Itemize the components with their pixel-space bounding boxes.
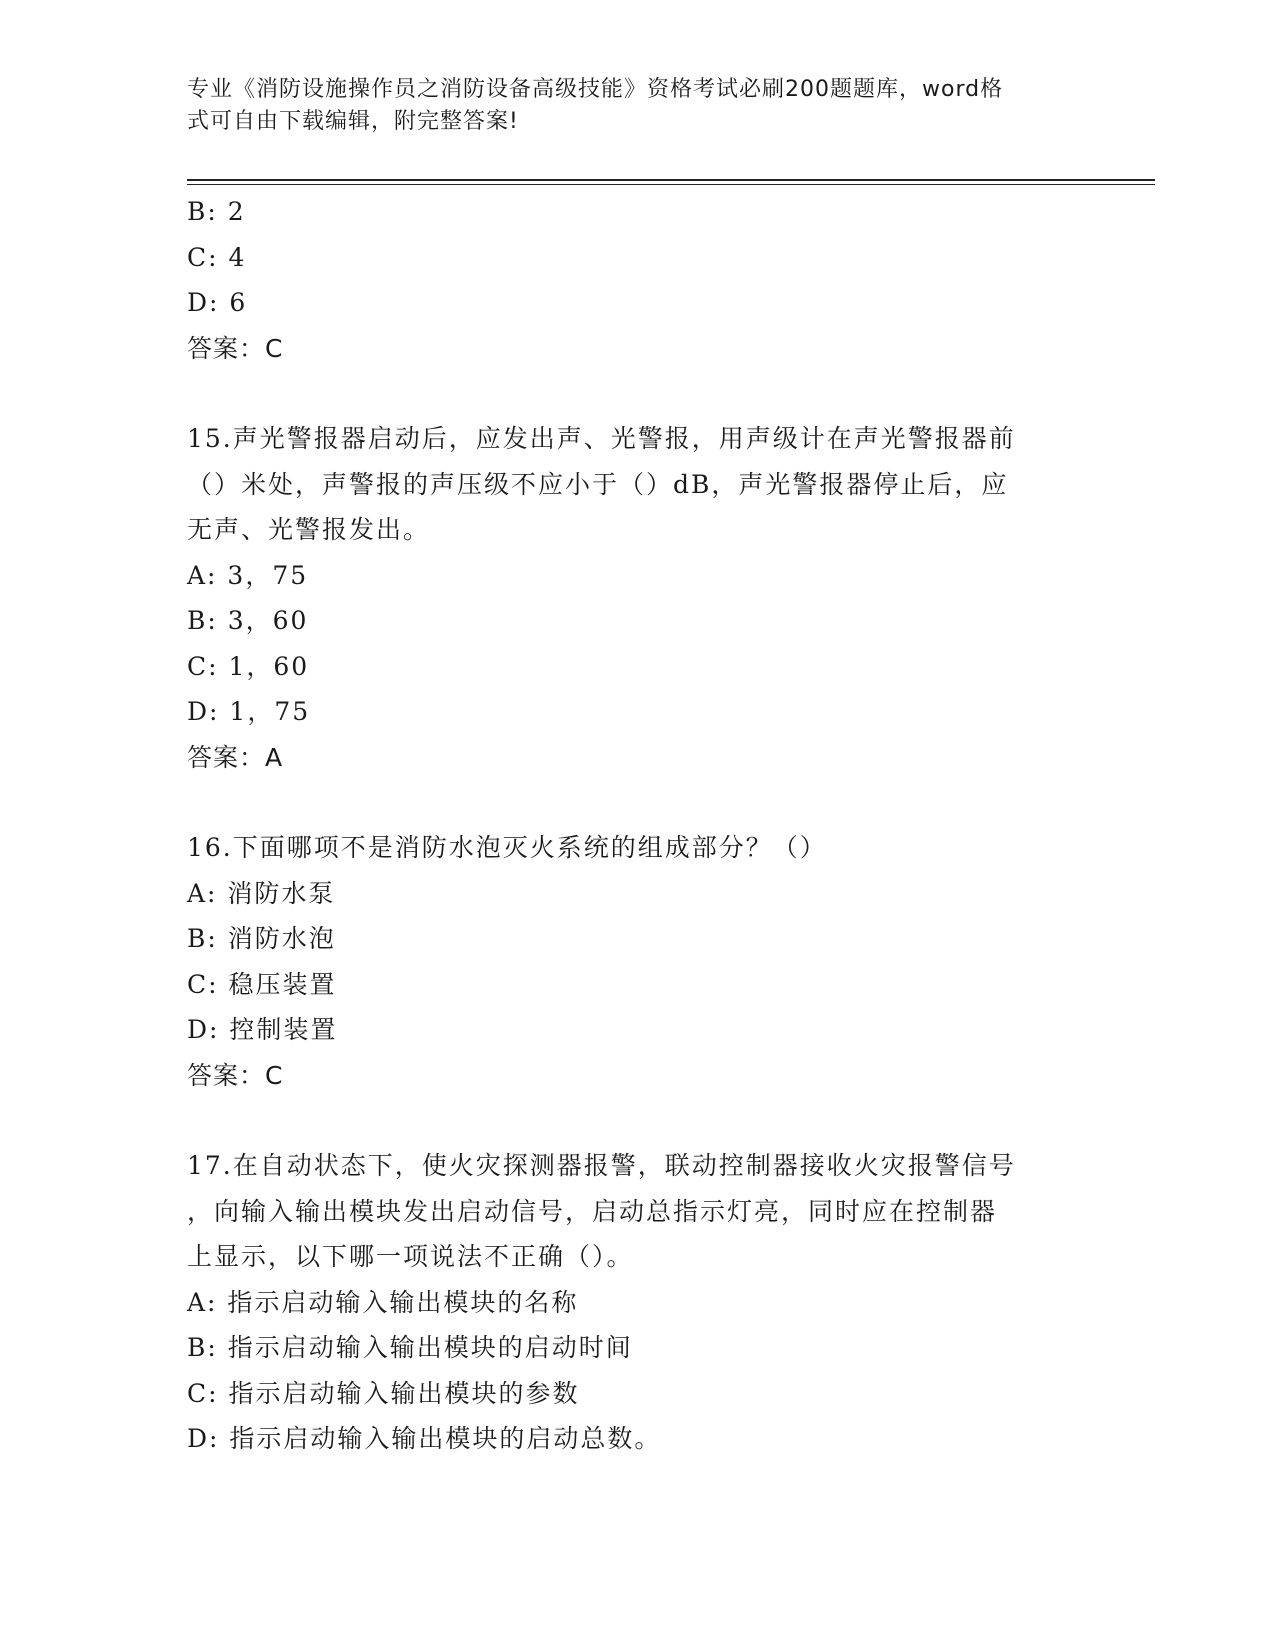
question-text-line: 16.下面哪项不是消防水泡灭火系统的组成部分？（） — [187, 833, 827, 862]
answer-line: 答案：C — [187, 333, 284, 363]
option-line: C: 稳压装置 — [187, 969, 337, 999]
question-text-line: 15.声光警报器启动后，应发出声、光警报，用声级计在声光警报器前 — [187, 424, 1016, 453]
option-line: D: 指示启动输入输出模块的启动总数。 — [187, 1424, 662, 1453]
option-line: D: 1，75 — [187, 697, 311, 726]
page-header — [187, 74, 1067, 138]
header-rule-thin — [187, 184, 1155, 185]
question-text-line: 无声、光警报发出。 — [187, 515, 431, 544]
option-line: B: 2 — [187, 197, 246, 226]
option-line: B: 消防水泡 — [187, 924, 336, 953]
question-text-line: 17.在自动状态下，使火灾探测器报警，联动控制器接收火灾报警信号 — [187, 1151, 1016, 1180]
header-line-2: 式可自由下载编辑，附完整答案! — [187, 109, 519, 134]
option-line: D: 6 — [187, 288, 248, 317]
option-line: A: 3，75 — [187, 560, 309, 590]
question-text-line: （）米处，声警报的声压级不应小于（）dB，声光警报器停止后，应 — [187, 469, 1009, 499]
answer-line: 答案：C — [187, 1060, 284, 1090]
option-line: A: 消防水泵 — [187, 878, 336, 908]
question-16-block — [187, 825, 1087, 1098]
prev-question-block — [187, 189, 1087, 371]
header-line-1: 专业《消防设施操作员之消防设备高级技能》资格考试必刷200题题库，word格 — [187, 77, 1004, 102]
answer-line: 答案：A — [187, 742, 284, 772]
header-rule-thick — [187, 179, 1155, 181]
question-content — [187, 189, 1087, 1462]
block-gap — [187, 371, 1087, 416]
option-line: A: 指示启动输入输出模块的名称 — [187, 1287, 579, 1317]
block-gap — [187, 1098, 1087, 1143]
question-text-line: 上显示，以下哪一项说法不正确（）。 — [187, 1242, 634, 1271]
option-line: C: 1，60 — [187, 651, 310, 681]
option-line: B: 指示启动输入输出模块的启动时间 — [187, 1333, 633, 1362]
option-line: C: 指示启动输入输出模块的参数 — [187, 1378, 580, 1408]
question-17-block — [187, 1143, 1087, 1462]
option-line: C: 4 — [187, 242, 247, 272]
question-text-line: ，向输入输出模块发出启动信号，启动总指示灯亮，同时应在控制器 — [187, 1196, 998, 1226]
block-gap — [187, 780, 1087, 825]
option-line: D: 控制装置 — [187, 1015, 338, 1044]
option-line: B: 3，60 — [187, 606, 309, 635]
question-15-block — [187, 416, 1087, 780]
